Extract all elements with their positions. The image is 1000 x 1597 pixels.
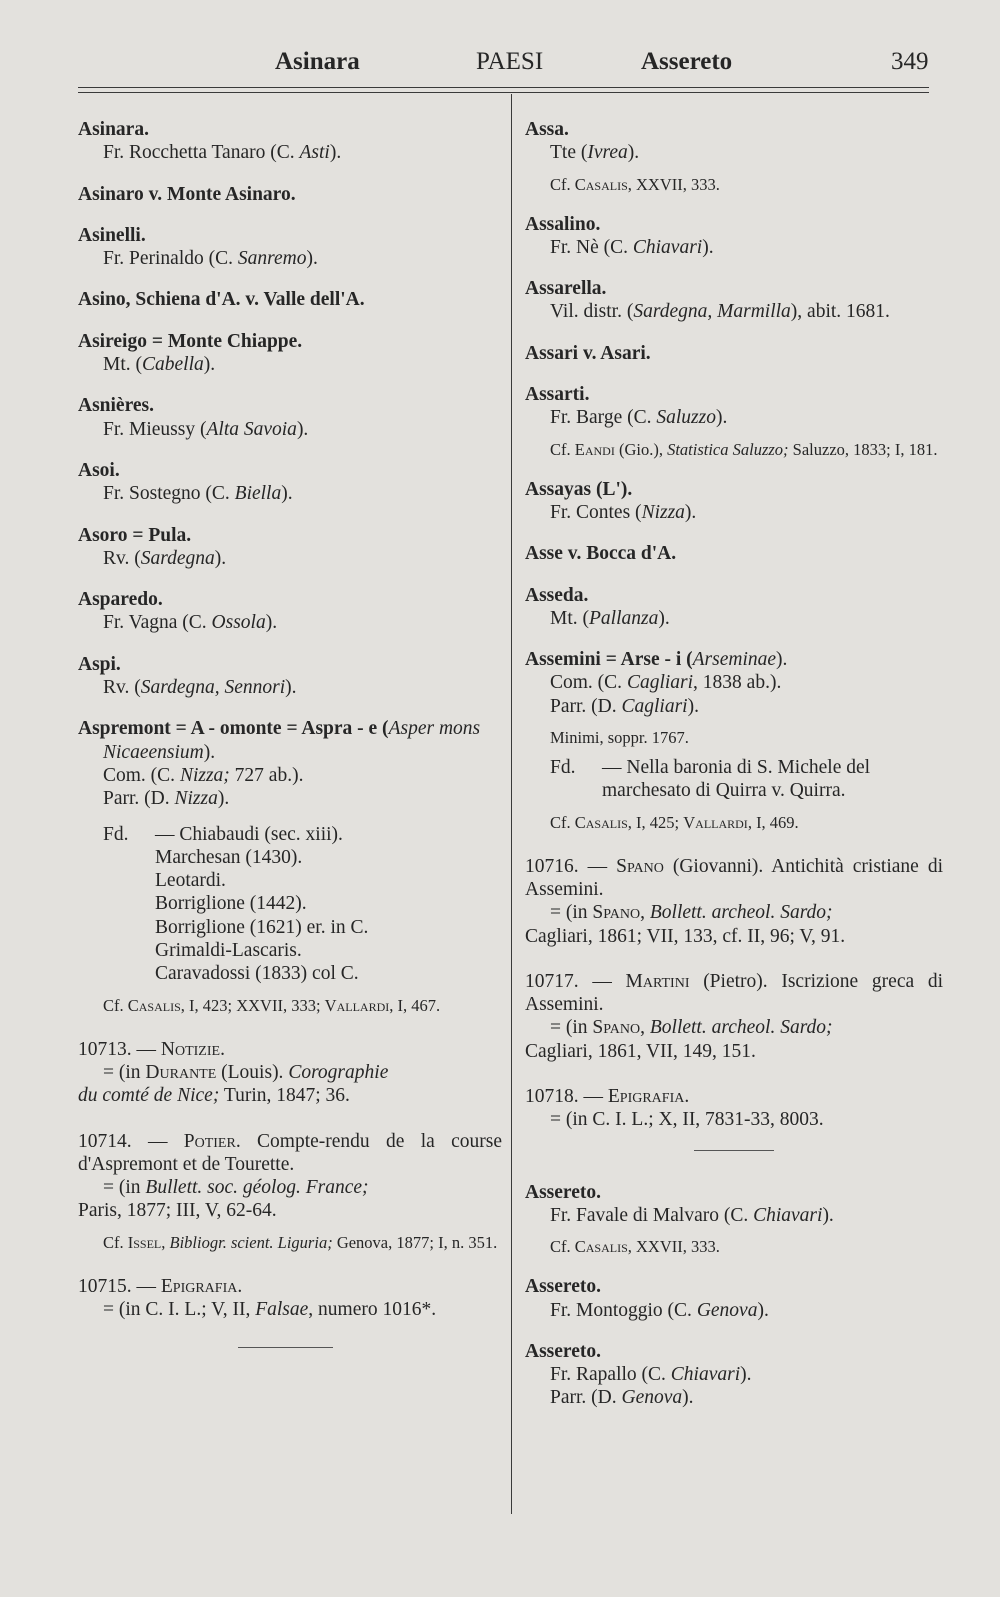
cf-note: Cf. Eandi (Gio.), Statistica Saluzzo; Saluzzo, 1833; I, 181. — [550, 439, 938, 459]
cf-note: Cf. Casalis, XXVII, 333. — [550, 1237, 720, 1257]
entry-line-com: Com. (C. Cagliari, 1838 ab.). — [550, 672, 782, 694]
fd-text: — Nella baronia di S. Michele del marchesato di Quirra v. Quirra. — [602, 757, 871, 802]
bib-source-cont: Cagliari, 1861, VII, 149, 151. — [525, 1040, 756, 1062]
entry-asseda — [525, 584, 943, 631]
entry-line: Fr. Barge (C. Saluzzo). — [550, 407, 728, 429]
entry-heading: Asparedo. — [78, 589, 163, 611]
entry-heading: Asino, Schiena d'A. v. Valle dell'A. — [78, 289, 365, 311]
entry-heading: Asse v. Bocca d'A. — [525, 543, 677, 565]
entry-line: Rv. (Sardegna). — [103, 547, 227, 569]
entry-line: Rv. (Sardegna, Sennori). — [103, 677, 297, 699]
fd-line: Leotardi. — [155, 870, 226, 892]
entry-line-parr: Parr. (D. Nizza). — [103, 788, 230, 810]
entry-line: Fr. Sostegno (C. Biella). — [103, 483, 293, 505]
fd-line: Borriglione (1442). — [155, 893, 307, 915]
running-head-center: PAESI — [476, 48, 544, 75]
entry-10717 — [525, 970, 943, 1063]
fd-line: Borriglione (1621) er. in C. — [155, 916, 369, 938]
entry-line-parr: Parr. (D. Cagliari). — [550, 695, 699, 717]
page-number: 349 — [891, 48, 929, 75]
entry-assayas — [525, 478, 943, 525]
bib-title: 10713. — Notizie. — [78, 1038, 225, 1060]
minimi-note: Minimi, soppr. 1767. — [550, 728, 689, 748]
entry-aspi — [78, 653, 502, 700]
column-divider — [511, 94, 512, 1514]
entry-heading: Asnières. — [78, 395, 155, 417]
entry-heading: Asireigo = Monte Chiappe. — [78, 330, 303, 352]
cf-note: Cf. Issel, Bibliogr. scient. Liguria; Genova, 1877; I, n. 351. — [103, 1232, 498, 1252]
entry-heading: Assemini = Arse - i (Arseminae). — [525, 649, 788, 671]
left-column — [78, 118, 502, 1348]
feudatari-block — [78, 823, 502, 986]
entry-heading: Assalino. — [525, 213, 601, 235]
entry-heading: Assereto. — [525, 1340, 601, 1362]
entry-heading: Asinelli. — [78, 224, 146, 246]
running-head-right: Assereto — [641, 48, 733, 75]
entry-assarti — [525, 383, 943, 460]
entry-heading: Aspremont = A - omonte = Aspra - e (Asper mons Nicaeensium). — [78, 718, 481, 763]
entry-assari — [525, 342, 943, 365]
entry-line: Fr. Rapallo (C. Chiavari). — [550, 1364, 752, 1386]
bib-source-cont: Cagliari, 1861; VII, 133, cf. II, 96; V, 91. — [525, 925, 846, 947]
entry-asinara — [78, 118, 502, 165]
fd-line: Grimaldi-Lascaris. — [155, 940, 302, 962]
entry-heading: Asoro = Pula. — [78, 524, 192, 546]
cf-note: Cf. Casalis, I, 425; Vallardi, I, 469. — [550, 812, 799, 832]
entry-asparedo — [78, 588, 502, 635]
entry-asse — [525, 542, 943, 565]
entry-asireigo — [78, 330, 502, 377]
entry-10718 — [525, 1085, 943, 1132]
entry-line: Fr. Vagna (C. Ossola). — [103, 612, 278, 634]
entry-heading: Assarti. — [525, 384, 590, 406]
entry-line: Fr. Rocchetta Tanaro (C. Asti). — [103, 142, 342, 164]
entry-line-com: Com. (C. Nizza; 727 ab.). — [103, 764, 304, 786]
bib-source-cont: Paris, 1877; III, V, 62-64. — [78, 1200, 277, 1222]
section-rule — [694, 1150, 774, 1151]
fd-line: Caravadossi (1833) col C. — [155, 963, 359, 985]
entry-assemini — [525, 648, 943, 832]
entry-line: Mt. (Cabella). — [103, 354, 216, 376]
entry-line: Tte (Ivrea). — [550, 142, 640, 164]
header-rule-bottom — [78, 92, 929, 93]
entry-aspremont — [78, 717, 502, 1015]
entry-asoro — [78, 524, 502, 571]
bib-source: = (in Bullett. soc. géolog. France; — [103, 1177, 369, 1199]
bib-title: 10716. — Spano (Giovanni). Antichità cristiane di Assemini. — [525, 855, 943, 900]
fd-label: Fd. — [103, 823, 129, 845]
right-column — [525, 118, 943, 1428]
entry-heading: Assereto. — [525, 1181, 601, 1203]
entry-heading: Assayas (L'). — [525, 478, 633, 500]
entry-heading: Asinara. — [78, 119, 149, 140]
entry-line: Fr. Montoggio (C. Genova). — [550, 1299, 769, 1321]
bib-source: = (in C. I. L.; X, II, 7831-33, 8003. — [550, 1109, 824, 1131]
entry-10714 — [78, 1130, 502, 1253]
entry-heading: Assa. — [525, 119, 569, 140]
bib-source: = (in Spano, Bollett. archeol. Sardo; — [550, 1017, 833, 1039]
entry-assereto-2 — [525, 1275, 943, 1322]
entry-10716 — [525, 855, 943, 948]
entry-assereto-3 — [525, 1340, 943, 1410]
entry-asinaro — [78, 183, 502, 206]
fd-list — [155, 823, 502, 986]
feudatari-block — [525, 756, 943, 803]
entry-line: Fr. Favale di Malvaro (C. Chiavari). — [550, 1204, 834, 1226]
fd-line: Marchesan (1430). — [155, 846, 303, 868]
bib-source: = (in Durante (Louis). Corographie — [103, 1061, 389, 1083]
entry-heading: Asoi. — [78, 459, 120, 481]
entry-heading: Assari v. Asari. — [525, 342, 651, 364]
fd-line: — Chiabaudi (sec. xiii). — [155, 823, 343, 845]
bib-title: 10717. — Martini (Pietro). Iscrizione greca di Assemini. — [525, 970, 944, 1016]
entry-10713 — [78, 1038, 502, 1108]
entry-line: Fr. Nè (C. Chiavari). — [550, 236, 714, 258]
bib-source: = (in C. I. L.; V, II, Falsae, numero 1016*. — [103, 1298, 437, 1320]
entry-heading: Asinaro v. Monte Asinaro. — [78, 183, 296, 205]
entry-heading: Assarella. — [525, 278, 607, 300]
entry-asinelli — [78, 224, 502, 271]
entry-heading: Aspi. — [78, 653, 121, 675]
entry-assalino — [525, 213, 943, 260]
bib-title: 10718. — Epigrafia. — [525, 1086, 690, 1108]
cf-note: Cf. Casalis, I, 423; XXVII, 333; Vallardi, I, 467. — [103, 995, 441, 1015]
running-head-left: Asinara — [275, 48, 360, 75]
entry-assarella — [525, 277, 943, 324]
bib-source-cont: du comté de Nice; Turin, 1847; 36. — [78, 1085, 350, 1107]
cf-note: Cf. Casalis, XXVII, 333. — [550, 174, 720, 194]
entry-asnieres — [78, 394, 502, 441]
end-rule — [238, 1347, 333, 1348]
header-rule-top — [78, 87, 929, 88]
entry-10715 — [78, 1275, 502, 1322]
bib-source: = (in Spano, Bollett. archeol. Sardo; — [550, 902, 833, 924]
entry-assereto-1 — [525, 1181, 943, 1258]
entry-line: Fr. Contes (Nizza). — [550, 501, 697, 523]
entry-assa — [525, 118, 943, 195]
bib-title: 10715. — Epigrafia. — [78, 1275, 243, 1297]
entry-line: Fr. Perinaldo (C. Sanremo). — [103, 248, 318, 270]
entry-line: Mt. (Pallanza). — [550, 607, 670, 629]
entry-heading: Assereto. — [525, 1276, 601, 1298]
entry-line: Fr. Mieussy (Alta Savoia). — [103, 418, 309, 440]
fd-label: Fd. — [550, 757, 576, 779]
entry-line: Vil. distr. (Sardegna, Marmilla), abit. 1681. — [550, 301, 890, 323]
entry-heading: Asseda. — [525, 584, 589, 606]
entry-asoi — [78, 459, 502, 506]
entry-asino — [78, 288, 502, 311]
entry-line-parr: Parr. (D. Genova). — [550, 1387, 694, 1409]
bib-title: 10714. — Potier. Compte-rendu de la course d'Aspremont et de Tourette. — [78, 1130, 502, 1175]
